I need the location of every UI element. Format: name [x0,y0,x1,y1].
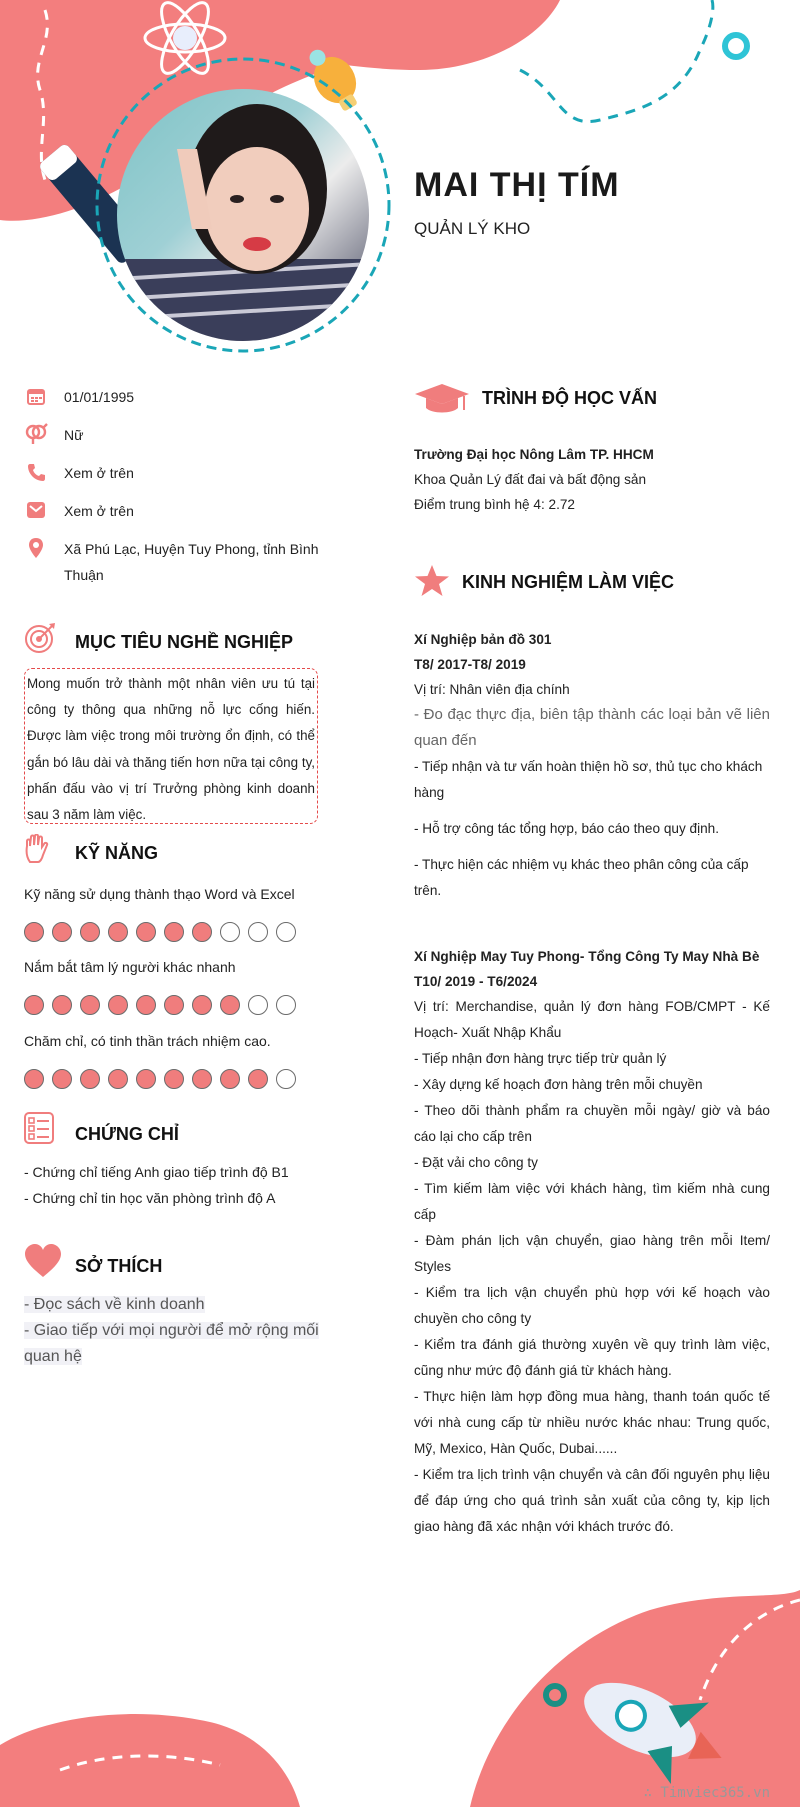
job-position: Vị trí: Merchandise, quản lý đơn hàng FOB/CMPT - Kế Hoạch- Xuất Nhập Khẩu [414,999,770,1040]
rating-dot-filled [192,922,212,942]
rating-dot-empty [248,922,268,942]
rating-dot-filled [108,995,128,1015]
certificate-item: - Chứng chỉ tin học văn phòng trình độ A [24,1190,276,1206]
job-duty: - Tìm kiếm làm việc với khách hàng, tìm kiếm nhà cung cấp [414,1181,770,1222]
target-icon [24,622,56,659]
rating-dot-filled [192,1069,212,1089]
hobby-item [24,1292,324,1318]
job-period: T10/ 2019 - T6/2024 [414,974,538,989]
rating-dot-filled [136,995,156,1015]
rating-dot-empty [276,922,296,942]
job-duty: - Đặt vải cho công ty [414,1155,538,1170]
rating-dot-filled [108,1069,128,1089]
map-pin-icon [24,536,48,560]
job-duty: - Thực hiện các nhiệm vụ khác theo phân công của cấp trên. [414,857,749,898]
rating-dot-filled [24,995,44,1015]
rating-dot-filled [136,922,156,942]
hobbies-title: SỞ THÍCH [75,1256,163,1276]
job-period: T8/ 2017-T8/ 2019 [414,657,526,672]
education-title: TRÌNH ĐỘ HỌC VẤN [482,388,657,408]
avatar [117,89,369,341]
address-value: Xã Phú Lạc, Huyện Tuy Phong, tỉnh Bình Thuận [64,541,319,583]
rating-dot-filled [108,922,128,942]
job-duty: - Thực hiện làm hợp đồng mua hàng, thanh toán quốc tế với nhà cung cấp từ nhiều nước khác nhau: Trung quốc, Mỹ, Mexico, Hàn Quốc, Dubai...... [414,1389,770,1456]
email-row [24,498,324,524]
job-duty: - Hỗ trợ công tác tổng hợp, báo cáo theo quy định. [414,821,719,836]
hobby-text: - Giao tiếp với mọi người để mở rộng mối quan hệ [24,1322,319,1365]
teal-ring [725,35,747,57]
watermark: ∴ Timviec365.vn [643,1785,770,1801]
address-row [24,536,324,588]
skill-label: Kỹ năng sử dụng thành thạo Word và Excel [24,886,295,902]
star-icon [414,564,450,603]
rating-dot-filled [80,1069,100,1089]
gender-value: Nữ [64,427,84,443]
birthdate-row [24,384,324,410]
experience-title: KINH NGHIỆM LÀM VIỆC [462,572,675,592]
skill-label: Nắm bắt tâm lý người khác nhanh [24,959,236,975]
job-company: Xí Nghiệp bản đồ 301 [414,632,552,647]
job-duty: - Tiếp nhận và tư vấn hoàn thiện hồ sơ, thủ tục cho khách hàng [414,759,763,800]
phone-value: Xem ở trên [64,465,134,481]
rating-dot-filled [52,922,72,942]
certificate-item: - Chứng chỉ tiếng Anh giao tiếp trình độ B1 [24,1164,289,1180]
candidate-role: QUẢN LÝ KHO [414,219,531,238]
rating-dot-filled [80,922,100,942]
email-value: Xem ở trên [64,503,134,519]
skill-rating [24,922,296,942]
rating-dot-empty [220,922,240,942]
job-duty: - Tiếp nhận đơn hàng trực tiếp trừ quản lý [414,1051,667,1066]
rating-dot-empty [276,995,296,1015]
heart-icon [24,1244,62,1283]
objective-title: MỤC TIÊU NGHỀ NGHIỆP [75,632,294,652]
birthdate-value: 01/01/1995 [64,389,135,405]
rating-dot-filled [24,1069,44,1089]
certificates-title: CHỨNG CHỈ [75,1124,179,1144]
rating-dot-filled [164,1069,184,1089]
envelope-icon [24,498,48,522]
job-duty: - Theo dõi thành phẩm ra chuyền mỗi ngày/ giờ và báo cáo lại cho cấp trên [414,1103,770,1144]
skill-rating [24,1069,296,1089]
candidate-name: MAI THỊ TÍM [414,166,620,204]
hand-icon [24,834,50,869]
job-duty: - Kiểm tra đánh giá thường xuyên về quy trình làm việc, cũng như mức độ đánh giá từ khách hàng. [414,1337,770,1378]
education-major: Khoa Quản Lý đất đai và bất động sản [414,472,647,487]
job-duty: - Kiểm tra lịch trình vận chuyển và cân đối nguyên phụ liệu để đáp ứng cho quá trình sản xuất của công ty, kịp lịch giao hàng đã xác nhận với khách trước đó. [414,1467,770,1534]
phone-icon [24,460,48,484]
phone-row [24,460,324,486]
rating-dot-filled [80,995,100,1015]
checklist-icon [24,1112,54,1149]
rating-dot-empty [276,1069,296,1089]
skill-label: Chăm chỉ, có tinh thần trách nhiệm cao. [24,1033,271,1049]
skills-title: KỸ NĂNG [75,843,159,863]
gender-row [24,422,324,448]
job-duty: - Kiểm tra lịch vận chuyển phù hợp với kế hoạch vào chuyền cho công ty [414,1285,770,1326]
rating-dot-filled [52,1069,72,1089]
job-duty: - Đàm phán lịch vận chuyển, giao hàng trên mỗi Item/ Styles [414,1233,770,1274]
rating-dot-filled [52,995,72,1015]
avatar-figure [117,89,369,341]
school-name: Trường Đại học Nông Lâm TP. HHCM [414,447,654,462]
rating-dot-filled [164,922,184,942]
objective-text: Mong muốn trở thành một nhân viên ưu tú tại công ty thông qua những nỗ lực cống hiến. Được làm việc trong môi trường ổn định, có thể gắn bó lâu dài và thăng tiến hơn nữa tại công ty, phấn đấu vào vị trí Trưởng phòng kinh doanh sau 3 năm làm việc. [24,668,318,824]
job-duty: - Đo đạc thực địa, biên tập thành các loại bản vẽ liên quan đến [414,706,770,749]
job-position: Vị trí: Nhân viên địa chính [414,682,570,697]
rating-dot-filled [248,1069,268,1089]
job-duty: - Xây dựng kế hoạch đơn hàng trên mỗi chuyền [414,1077,703,1092]
hobby-text: - Đọc sách về kinh doanh [24,1296,205,1313]
rating-dot-filled [220,995,240,1015]
rating-dot-filled [192,995,212,1015]
rating-dot-filled [136,1069,156,1089]
graduation-cap-icon [414,382,470,421]
skill-rating [24,995,296,1015]
rating-dot-filled [24,922,44,942]
bottom-left-blob [0,1714,300,1807]
job-company: Xí Nghiệp May Tuy Phong- Tổng Công Ty May Nhà Bè [414,949,760,964]
rating-dot-filled [220,1069,240,1089]
gender-icon [24,422,48,446]
education-gpa: Điểm trung bình hệ 4: 2.72 [414,497,575,512]
hobby-item [24,1318,324,1370]
rating-dot-empty [248,995,268,1015]
rating-dot-filled [164,995,184,1015]
calendar-icon [24,384,48,408]
